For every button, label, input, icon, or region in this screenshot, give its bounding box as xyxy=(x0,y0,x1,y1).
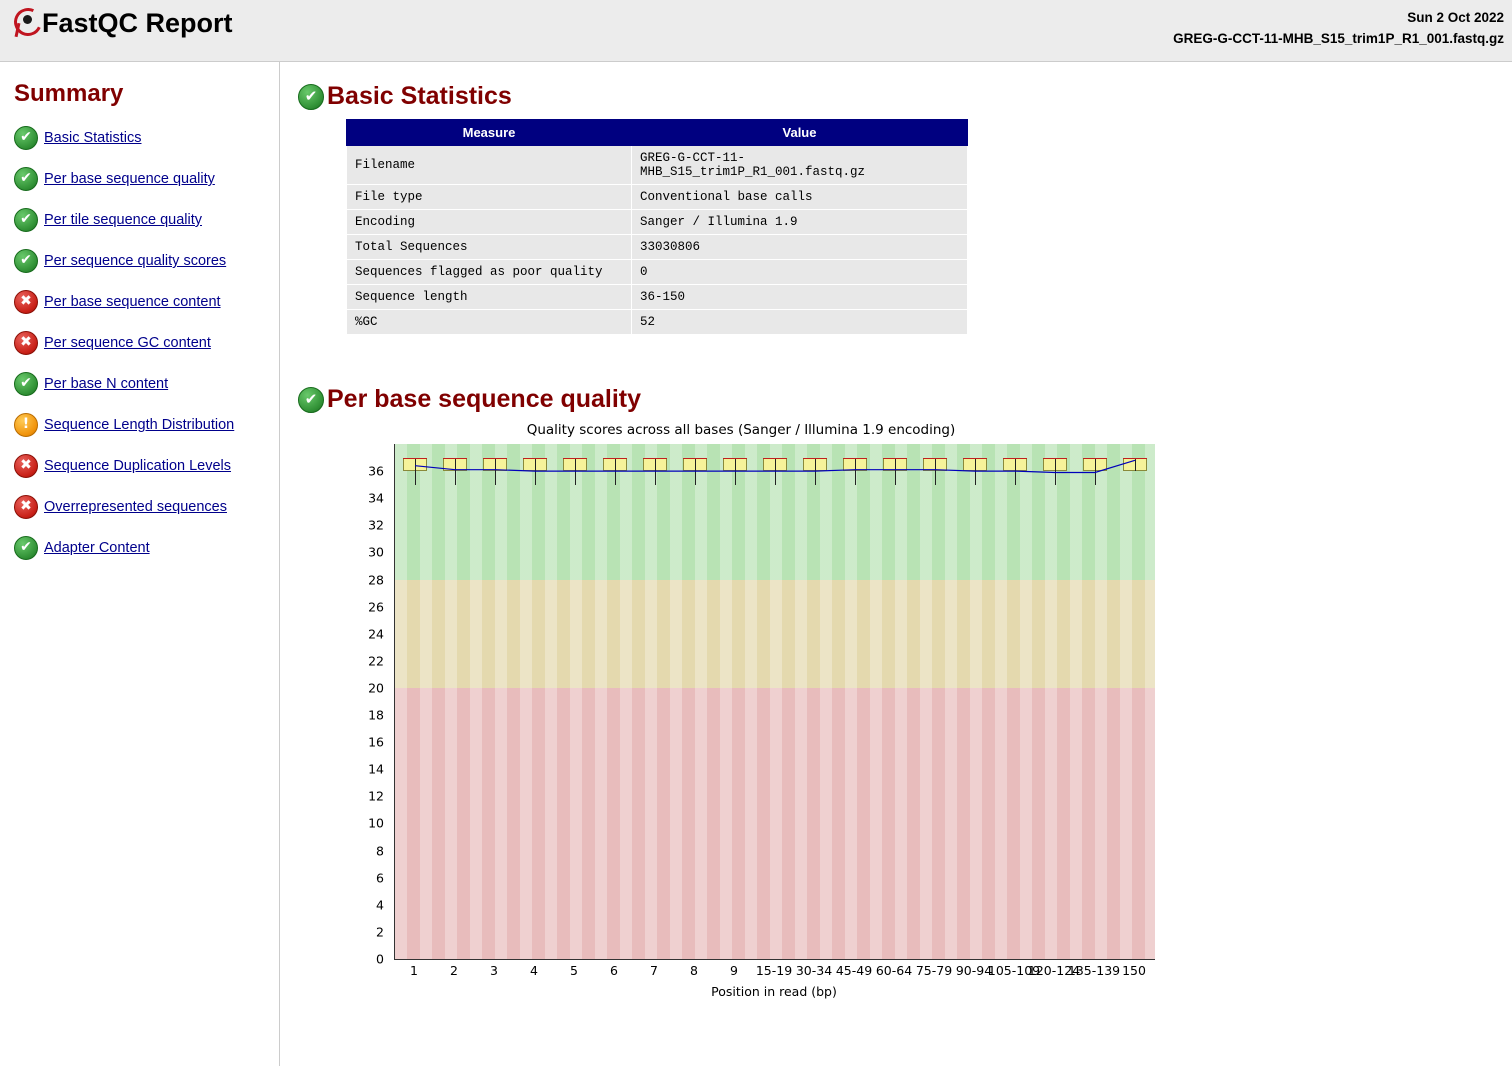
sidebar-item-label[interactable]: Per base N content xyxy=(44,376,169,392)
y-tick-label: 36 xyxy=(368,463,384,479)
x-tick-label: 1 xyxy=(410,963,418,978)
main-content xyxy=(280,62,1512,1066)
status-fail-icon: ✖ xyxy=(14,331,38,355)
x-axis-tick-labels xyxy=(394,963,1154,983)
page-header xyxy=(0,0,1512,62)
sidebar-item-per-base-n-content[interactable] xyxy=(14,372,279,396)
y-tick-label: 14 xyxy=(368,761,384,777)
report-filename: GREG-G-CCT-11-MHB_S15_trim1P_R1_001.fastq.gz xyxy=(1173,30,1504,46)
y-tick-label: 32 xyxy=(368,517,384,533)
section-title: Basic Statistics xyxy=(327,82,512,110)
sidebar-item-label[interactable]: Adapter Content xyxy=(44,540,150,556)
sidebar-item-label[interactable]: Sequence Duplication Levels xyxy=(44,458,232,474)
per-base-quality-chart xyxy=(346,422,1176,999)
page-title: FastQC Report xyxy=(42,7,233,38)
sidebar-item-per-base-sequence-quality[interactable] xyxy=(14,167,279,191)
cell-measure: Sequences flagged as poor quality xyxy=(347,260,632,285)
report-date: Sun 2 Oct 2022 xyxy=(1407,10,1504,25)
sidebar-item-label[interactable]: Overrepresented sequences xyxy=(44,499,227,515)
cell-value: 0 xyxy=(632,260,968,285)
y-tick-label: 20 xyxy=(368,680,384,696)
sidebar-item-per-base-sequence-content[interactable] xyxy=(14,290,279,314)
x-tick-label: 7 xyxy=(650,963,658,978)
plot-area xyxy=(394,444,1155,960)
x-axis-label: Position in read (bp) xyxy=(711,984,837,999)
cell-measure: Total Sequences xyxy=(347,235,632,260)
y-tick-label: 16 xyxy=(368,734,384,750)
x-tick-label: 135-139 xyxy=(1067,963,1121,978)
x-tick-label: 150 xyxy=(1122,963,1146,978)
sidebar xyxy=(0,62,280,1066)
status-pass-icon: ✔ xyxy=(14,208,38,232)
x-tick-label: 75-79 xyxy=(915,963,953,978)
cell-value: 33030806 xyxy=(632,235,968,260)
status-pass-icon: ✔ xyxy=(298,387,324,413)
sidebar-item-label[interactable]: Per tile sequence quality xyxy=(44,212,202,228)
status-pass-icon: ✔ xyxy=(14,249,38,273)
x-tick-label: 60-64 xyxy=(875,963,913,978)
fastqc-logo-icon xyxy=(10,6,40,40)
table-header-row xyxy=(347,120,968,146)
y-axis-tick-labels xyxy=(346,444,388,967)
y-tick-label: 26 xyxy=(368,599,384,615)
sidebar-item-per-sequence-quality-scores[interactable] xyxy=(14,249,279,273)
column-header-value: Value xyxy=(632,120,968,146)
section-header-per-base-sequence-quality xyxy=(298,385,1512,414)
y-tick-label: 24 xyxy=(368,626,384,642)
y-tick-label: 4 xyxy=(376,897,384,913)
table-row xyxy=(347,210,968,235)
x-tick-label: 105-109 xyxy=(987,963,1041,978)
x-tick-label: 45-49 xyxy=(835,963,873,978)
y-tick-label: 0 xyxy=(376,951,384,967)
status-fail-icon: ✖ xyxy=(14,454,38,478)
status-pass-icon: ✔ xyxy=(14,126,38,150)
sidebar-title: Summary xyxy=(14,80,124,107)
status-fail-icon: ✖ xyxy=(14,290,38,314)
sidebar-item-label[interactable]: Per base sequence content xyxy=(44,294,221,310)
x-tick-label: 5 xyxy=(570,963,578,978)
y-tick-label: 6 xyxy=(376,870,384,886)
sidebar-item-sequence-duplication-levels[interactable] xyxy=(14,454,279,478)
table-row xyxy=(347,310,968,335)
y-tick-label: 34 xyxy=(368,490,384,506)
table-row xyxy=(347,285,968,310)
cell-value: Sanger / Illumina 1.9 xyxy=(632,210,968,235)
y-tick-label: 18 xyxy=(368,707,384,723)
table-row xyxy=(347,185,968,210)
header-meta xyxy=(1173,8,1504,50)
status-pass-icon: ✔ xyxy=(14,372,38,396)
table-row xyxy=(347,146,968,185)
section-header-basic-statistics xyxy=(298,82,1512,111)
x-tick-label: 8 xyxy=(690,963,698,978)
cell-measure: Encoding xyxy=(347,210,632,235)
y-tick-label: 22 xyxy=(368,653,384,669)
cell-measure: File type xyxy=(347,185,632,210)
sidebar-item-label[interactable]: Basic Statistics xyxy=(44,130,142,146)
table-row xyxy=(347,260,968,285)
chart-title: Quality scores across all bases (Sanger / Illumina 1.9 encoding) xyxy=(526,422,956,438)
header-brand xyxy=(10,6,233,40)
mean-line xyxy=(395,444,1155,959)
sidebar-item-sequence-length-distribution[interactable] xyxy=(14,413,279,437)
sidebar-item-overrepresented-sequences[interactable] xyxy=(14,495,279,519)
y-tick-label: 2 xyxy=(376,924,384,940)
basic-statistics-table xyxy=(346,119,968,335)
y-tick-label: 10 xyxy=(368,815,384,831)
y-tick-label: 30 xyxy=(368,544,384,560)
cell-measure: Sequence length xyxy=(347,285,632,310)
x-tick-label: 2 xyxy=(450,963,458,978)
x-tick-label: 6 xyxy=(610,963,618,978)
x-tick-label: 9 xyxy=(730,963,738,978)
x-tick-label: 30-34 xyxy=(795,963,833,978)
cell-value: 36-150 xyxy=(632,285,968,310)
cell-value: 52 xyxy=(632,310,968,335)
sidebar-item-per-tile-sequence-quality[interactable] xyxy=(14,208,279,232)
status-pass-icon: ✔ xyxy=(14,167,38,191)
cell-value: GREG-G-CCT-11-MHB_S15_trim1P_R1_001.fastq.gz xyxy=(632,146,968,185)
x-tick-label: 4 xyxy=(530,963,538,978)
table-row xyxy=(347,235,968,260)
status-pass-icon: ✔ xyxy=(298,84,324,110)
y-tick-label: 8 xyxy=(376,843,384,859)
sidebar-item-label[interactable]: Per sequence GC content xyxy=(44,335,211,351)
column-header-measure: Measure xyxy=(347,120,632,146)
sidebar-item-per-sequence-gc-content[interactable] xyxy=(14,331,279,355)
sidebar-item-label[interactable]: Per base sequence quality xyxy=(44,171,215,187)
sidebar-item-label[interactable]: Per sequence quality scores xyxy=(44,253,227,269)
x-tick-label: 3 xyxy=(490,963,498,978)
x-tick-label: 90-94 xyxy=(955,963,993,978)
y-tick-label: 12 xyxy=(368,788,384,804)
status-pass-icon: ✔ xyxy=(14,536,38,560)
cell-measure: %GC xyxy=(347,310,632,335)
x-tick-label: 120-124 xyxy=(1027,963,1081,978)
sidebar-item-label[interactable]: Sequence Length Distribution xyxy=(44,417,235,433)
x-tick-label: 15-19 xyxy=(755,963,793,978)
y-tick-label: 28 xyxy=(368,572,384,588)
sidebar-item-basic-statistics[interactable] xyxy=(14,126,279,150)
sidebar-item-adapter-content[interactable] xyxy=(14,536,279,560)
cell-measure: Filename xyxy=(347,146,632,185)
cell-value: Conventional base calls xyxy=(632,185,968,210)
status-fail-icon: ✖ xyxy=(14,495,38,519)
status-warning-icon: ! xyxy=(14,413,38,437)
section-title: Per base sequence quality xyxy=(327,385,642,413)
